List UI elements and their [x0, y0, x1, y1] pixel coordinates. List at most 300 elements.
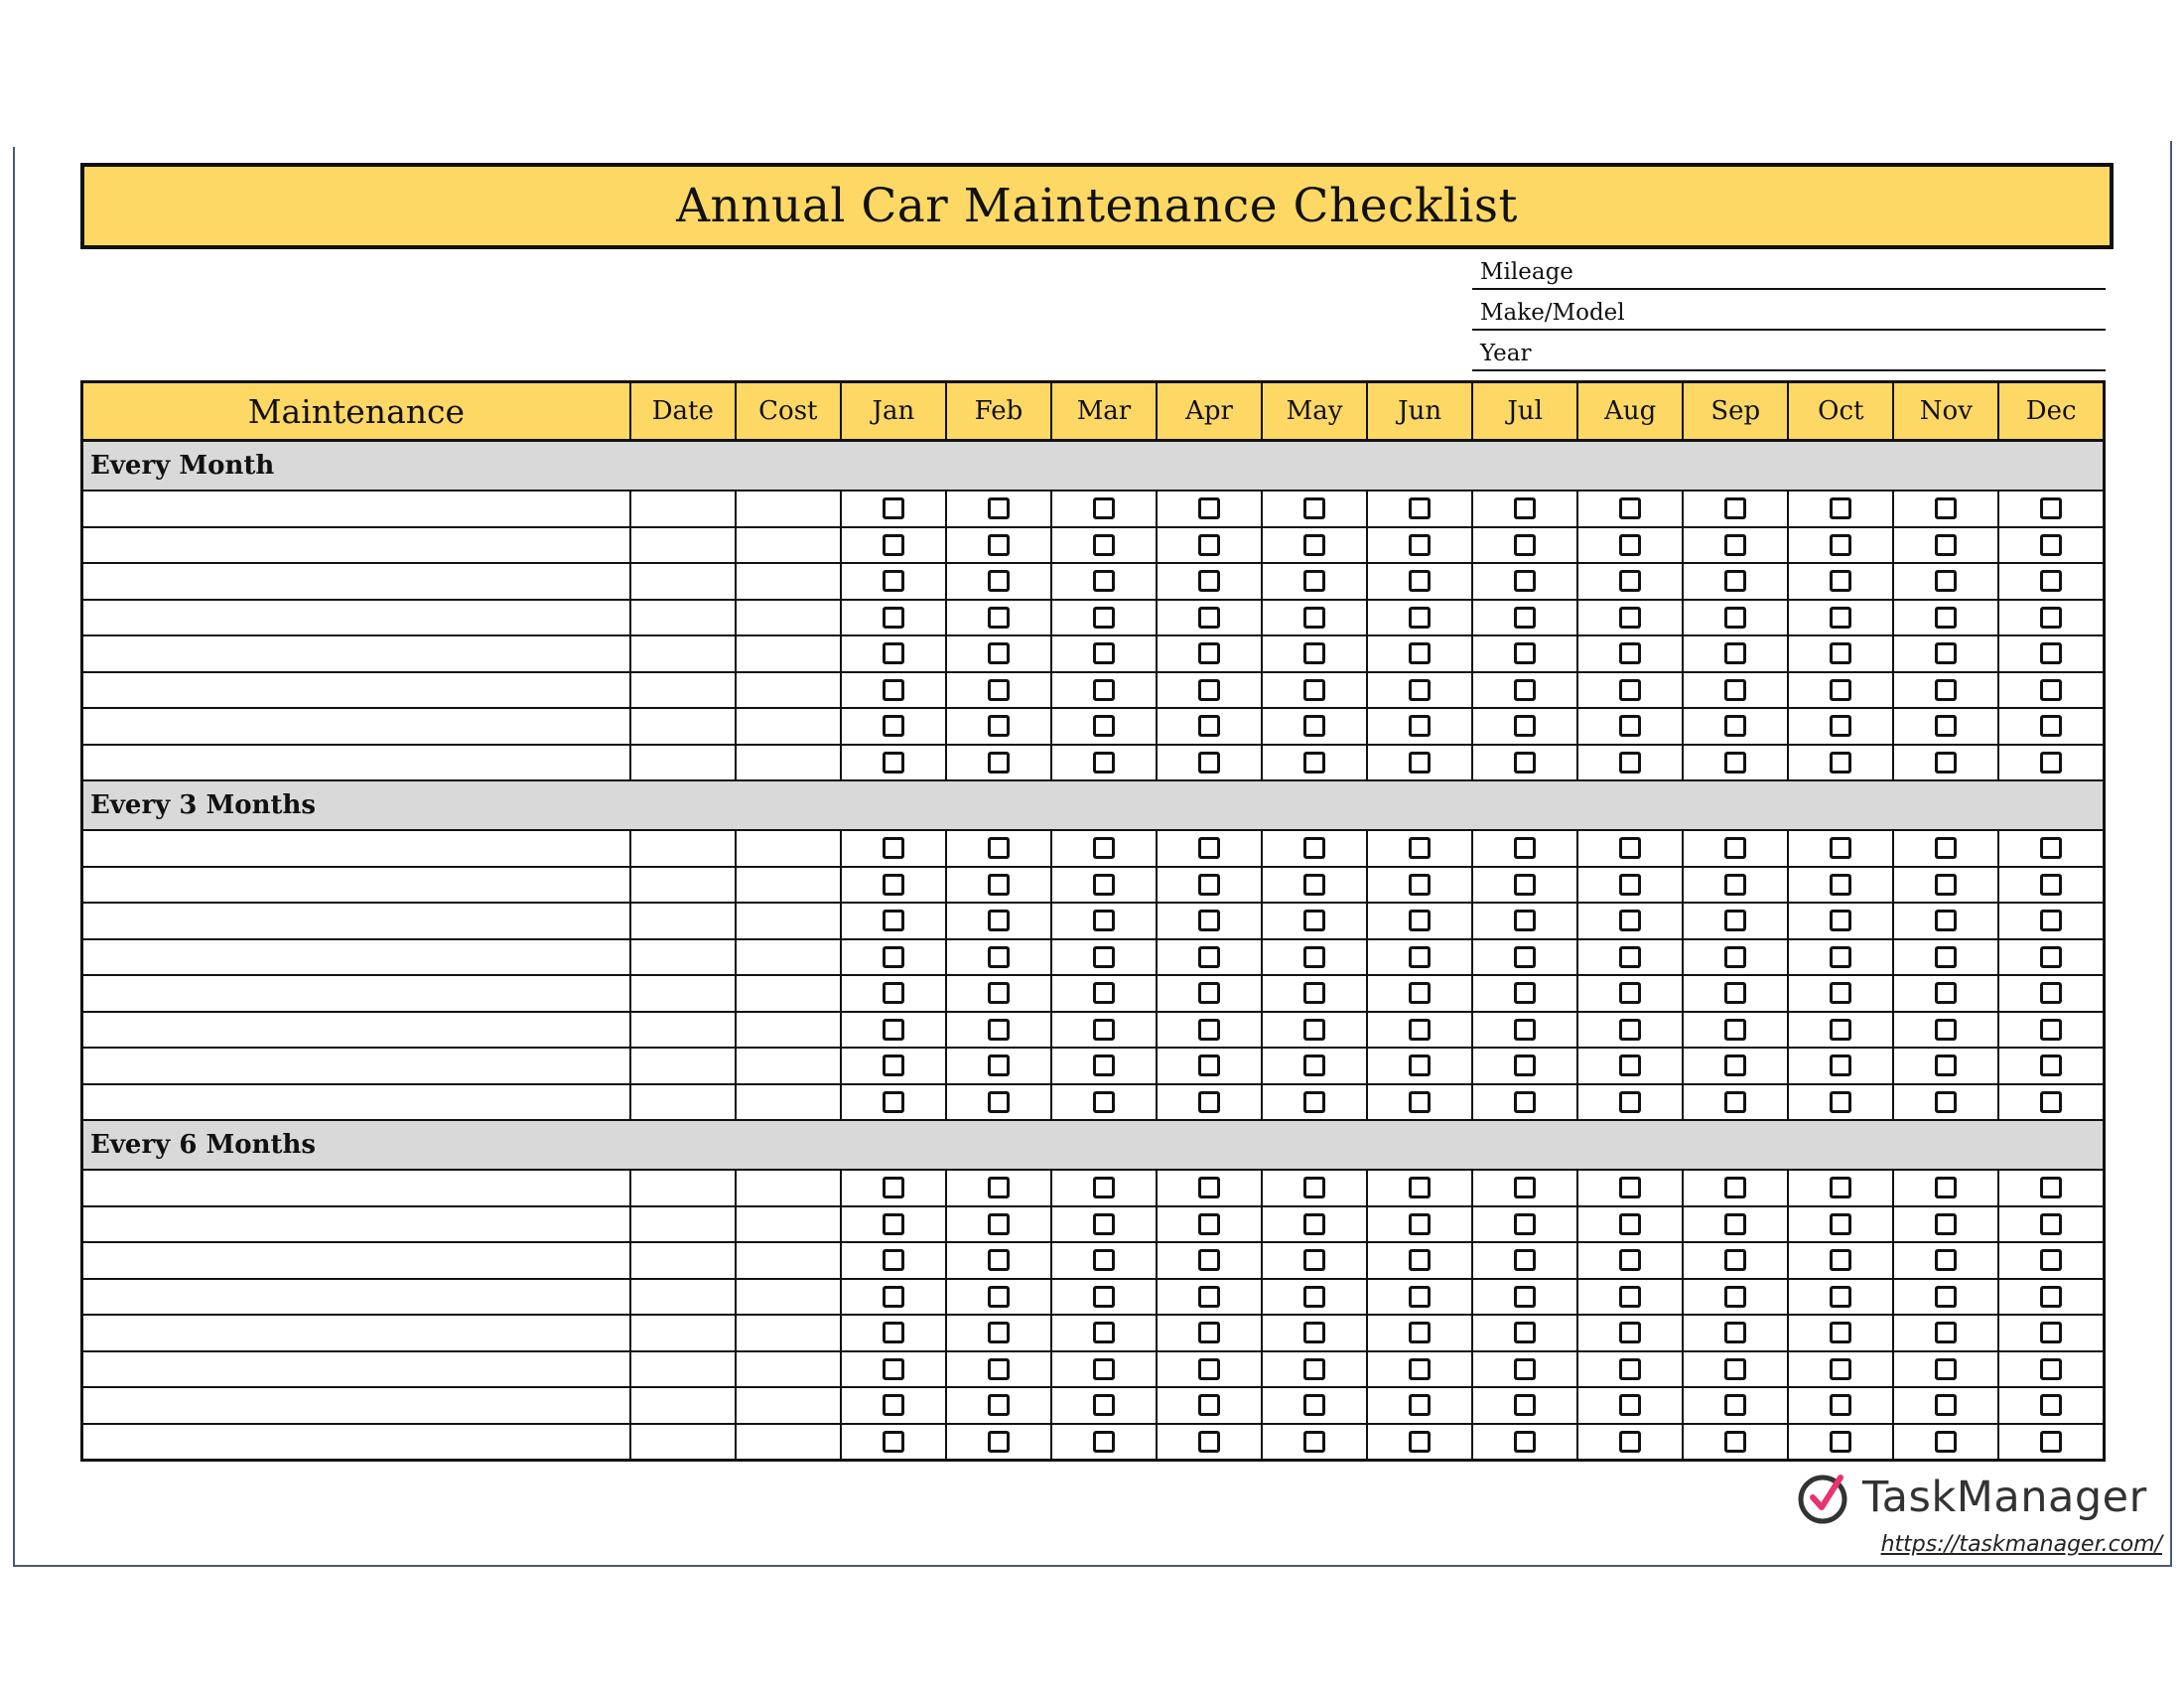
checkbox[interactable]	[2040, 1019, 2062, 1041]
cost-cell[interactable]	[736, 1084, 841, 1121]
checkbox[interactable]	[2040, 715, 2062, 737]
checkbox[interactable]	[1409, 1055, 1431, 1076]
checkbox[interactable]	[1093, 1431, 1115, 1453]
checkbox[interactable]	[1409, 1394, 1431, 1416]
checkbox[interactable]	[1830, 715, 1851, 737]
cost-cell[interactable]	[736, 491, 841, 527]
checkbox[interactable]	[1935, 642, 1957, 664]
date-cell[interactable]	[630, 867, 736, 904]
checkbox[interactable]	[1514, 1358, 1536, 1380]
checkbox[interactable]	[883, 1177, 904, 1198]
checkbox[interactable]	[988, 534, 1010, 556]
checkbox[interactable]	[1409, 946, 1431, 968]
checkbox[interactable]	[1093, 946, 1115, 968]
date-cell[interactable]	[630, 975, 736, 1012]
checkbox[interactable]	[1830, 946, 1851, 968]
checkbox[interactable]	[1724, 1431, 1746, 1453]
checkbox[interactable]	[1198, 1177, 1220, 1198]
cost-cell[interactable]	[736, 1351, 841, 1388]
checkbox[interactable]	[2040, 837, 2062, 859]
checkbox[interactable]	[1724, 715, 1746, 737]
checkbox[interactable]	[1619, 1091, 1641, 1113]
checkbox[interactable]	[1619, 910, 1641, 931]
checkbox[interactable]	[883, 752, 904, 774]
checkbox[interactable]	[1619, 1249, 1641, 1271]
checkbox[interactable]	[1830, 837, 1851, 859]
maintenance-cell[interactable]	[82, 975, 630, 1012]
cost-cell[interactable]	[736, 527, 841, 564]
checkbox[interactable]	[1303, 1055, 1325, 1076]
checkbox[interactable]	[1724, 1249, 1746, 1271]
checkbox[interactable]	[1619, 946, 1641, 968]
checkbox[interactable]	[1935, 1055, 1957, 1076]
checkbox[interactable]	[1093, 1394, 1115, 1416]
checkbox[interactable]	[988, 874, 1010, 896]
checkbox[interactable]	[1724, 1394, 1746, 1416]
maintenance-cell[interactable]	[82, 563, 630, 600]
checkbox[interactable]	[883, 946, 904, 968]
maintenance-cell[interactable]	[82, 1351, 630, 1388]
date-cell[interactable]	[630, 903, 736, 939]
checkbox[interactable]	[988, 1322, 1010, 1343]
checkbox[interactable]	[1093, 1091, 1115, 1113]
date-cell[interactable]	[630, 1279, 736, 1316]
checkbox[interactable]	[1409, 752, 1431, 774]
checkbox[interactable]	[1619, 497, 1641, 519]
checkbox[interactable]	[1303, 874, 1325, 896]
checkbox[interactable]	[1409, 1091, 1431, 1113]
checkbox[interactable]	[1830, 1249, 1851, 1271]
checkbox[interactable]	[1303, 1249, 1325, 1271]
checkbox[interactable]	[1619, 715, 1641, 737]
checkbox[interactable]	[1303, 1286, 1325, 1308]
checkbox[interactable]	[1198, 837, 1220, 859]
checkbox[interactable]	[988, 497, 1010, 519]
checkbox[interactable]	[883, 1091, 904, 1113]
checkbox[interactable]	[1935, 1249, 1957, 1271]
checkbox[interactable]	[1409, 1213, 1431, 1235]
checkbox[interactable]	[1724, 1177, 1746, 1198]
checkbox[interactable]	[1724, 607, 1746, 629]
checkbox[interactable]	[1935, 1286, 1957, 1308]
checkbox[interactable]	[1093, 607, 1115, 629]
cost-cell[interactable]	[736, 1242, 841, 1279]
checkbox[interactable]	[1724, 1286, 1746, 1308]
checkbox[interactable]	[1724, 1091, 1746, 1113]
checkbox[interactable]	[883, 982, 904, 1004]
cost-cell[interactable]	[736, 1170, 841, 1206]
checkbox[interactable]	[988, 1358, 1010, 1380]
checkbox[interactable]	[1935, 1322, 1957, 1343]
checkbox[interactable]	[1303, 607, 1325, 629]
checkbox[interactable]	[1409, 1019, 1431, 1041]
checkbox[interactable]	[988, 1394, 1010, 1416]
checkbox[interactable]	[1303, 1394, 1325, 1416]
date-cell[interactable]	[630, 635, 736, 672]
maintenance-cell[interactable]	[82, 1048, 630, 1084]
maintenance-cell[interactable]	[82, 600, 630, 636]
checkbox[interactable]	[1198, 497, 1220, 519]
checkbox[interactable]	[2040, 752, 2062, 774]
date-cell[interactable]	[630, 745, 736, 781]
checkbox[interactable]	[883, 1322, 904, 1343]
cost-cell[interactable]	[736, 635, 841, 672]
cost-cell[interactable]	[736, 1315, 841, 1351]
checkbox[interactable]	[1303, 1091, 1325, 1113]
checkbox[interactable]	[988, 982, 1010, 1004]
checkbox[interactable]	[1409, 570, 1431, 592]
checkbox[interactable]	[1830, 607, 1851, 629]
date-cell[interactable]	[630, 1424, 736, 1461]
checkbox[interactable]	[1093, 570, 1115, 592]
checkbox[interactable]	[883, 715, 904, 737]
checkbox[interactable]	[1724, 982, 1746, 1004]
checkbox[interactable]	[1724, 1213, 1746, 1235]
checkbox[interactable]	[1935, 1177, 1957, 1198]
checkbox[interactable]	[1830, 910, 1851, 931]
mileage-field[interactable]	[1472, 250, 2106, 290]
checkbox[interactable]	[1724, 752, 1746, 774]
date-cell[interactable]	[630, 1351, 736, 1388]
checkbox[interactable]	[1514, 910, 1536, 931]
checkbox[interactable]	[883, 874, 904, 896]
date-cell[interactable]	[630, 563, 736, 600]
checkbox[interactable]	[883, 570, 904, 592]
checkbox[interactable]	[1409, 679, 1431, 701]
checkbox[interactable]	[1198, 1286, 1220, 1308]
checkbox[interactable]	[1409, 1177, 1431, 1198]
checkbox[interactable]	[1724, 1322, 1746, 1343]
checkbox[interactable]	[988, 1019, 1010, 1041]
checkbox[interactable]	[1514, 1322, 1536, 1343]
checkbox[interactable]	[988, 1091, 1010, 1113]
cost-cell[interactable]	[736, 903, 841, 939]
checkbox[interactable]	[883, 1286, 904, 1308]
checkbox[interactable]	[1198, 1019, 1220, 1041]
checkbox[interactable]	[1619, 607, 1641, 629]
checkbox[interactable]	[1935, 874, 1957, 896]
checkbox[interactable]	[1724, 1358, 1746, 1380]
checkbox[interactable]	[2040, 642, 2062, 664]
checkbox[interactable]	[1619, 642, 1641, 664]
checkbox[interactable]	[1935, 534, 1957, 556]
checkbox[interactable]	[988, 679, 1010, 701]
checkbox[interactable]	[2040, 946, 2062, 968]
checkbox[interactable]	[988, 946, 1010, 968]
checkbox[interactable]	[1935, 1091, 1957, 1113]
maintenance-cell[interactable]	[82, 1084, 630, 1121]
checkbox[interactable]	[1514, 1177, 1536, 1198]
checkbox[interactable]	[1093, 874, 1115, 896]
checkbox[interactable]	[1093, 752, 1115, 774]
checkbox[interactable]	[1409, 1249, 1431, 1271]
checkbox[interactable]	[1514, 874, 1536, 896]
checkbox[interactable]	[1724, 874, 1746, 896]
checkbox[interactable]	[1198, 752, 1220, 774]
checkbox[interactable]	[1935, 1213, 1957, 1235]
checkbox[interactable]	[2040, 607, 2062, 629]
checkbox[interactable]	[1724, 534, 1746, 556]
checkbox[interactable]	[1093, 1177, 1115, 1198]
checkbox[interactable]	[1619, 837, 1641, 859]
checkbox[interactable]	[1830, 1055, 1851, 1076]
checkbox[interactable]	[1830, 1431, 1851, 1453]
checkbox[interactable]	[1093, 642, 1115, 664]
checkbox[interactable]	[1514, 837, 1536, 859]
date-cell[interactable]	[630, 1048, 736, 1084]
checkbox[interactable]	[2040, 1431, 2062, 1453]
maintenance-cell[interactable]	[82, 903, 630, 939]
checkbox[interactable]	[1514, 715, 1536, 737]
cost-cell[interactable]	[736, 975, 841, 1012]
checkbox[interactable]	[1198, 982, 1220, 1004]
checkbox[interactable]	[1619, 534, 1641, 556]
checkbox[interactable]	[1303, 752, 1325, 774]
checkbox[interactable]	[2040, 1249, 2062, 1271]
checkbox[interactable]	[2040, 497, 2062, 519]
checkbox[interactable]	[1935, 752, 1957, 774]
checkbox[interactable]	[1303, 837, 1325, 859]
checkbox[interactable]	[1830, 570, 1851, 592]
checkbox[interactable]	[1830, 752, 1851, 774]
website-link[interactable]: https://taskmanager.com/	[1880, 1532, 2162, 1557]
checkbox[interactable]	[883, 910, 904, 931]
checkbox[interactable]	[1198, 1055, 1220, 1076]
checkbox[interactable]	[2040, 1055, 2062, 1076]
checkbox[interactable]	[1303, 1431, 1325, 1453]
year-field[interactable]	[1472, 332, 2106, 371]
checkbox[interactable]	[1093, 1213, 1115, 1235]
checkbox[interactable]	[1514, 1055, 1536, 1076]
checkbox[interactable]	[2040, 1286, 2062, 1308]
cost-cell[interactable]	[736, 1012, 841, 1049]
maintenance-cell[interactable]	[82, 1206, 630, 1243]
checkbox[interactable]	[1093, 679, 1115, 701]
checkbox[interactable]	[1409, 1431, 1431, 1453]
checkbox[interactable]	[1830, 1322, 1851, 1343]
cost-cell[interactable]	[736, 1279, 841, 1316]
maintenance-cell[interactable]	[82, 491, 630, 527]
checkbox[interactable]	[1409, 715, 1431, 737]
maintenance-cell[interactable]	[82, 1424, 630, 1461]
cost-cell[interactable]	[736, 939, 841, 976]
checkbox[interactable]	[1619, 1394, 1641, 1416]
checkbox[interactable]	[1514, 570, 1536, 592]
checkbox[interactable]	[883, 1213, 904, 1235]
checkbox[interactable]	[883, 607, 904, 629]
checkbox[interactable]	[1303, 1019, 1325, 1041]
checkbox[interactable]	[1409, 1358, 1431, 1380]
make-model-field[interactable]	[1472, 291, 2106, 331]
checkbox[interactable]	[1303, 910, 1325, 931]
checkbox[interactable]	[1830, 1019, 1851, 1041]
date-cell[interactable]	[630, 1242, 736, 1279]
checkbox[interactable]	[1724, 1055, 1746, 1076]
maintenance-cell[interactable]	[82, 708, 630, 745]
date-cell[interactable]	[630, 672, 736, 709]
maintenance-cell[interactable]	[82, 939, 630, 976]
checkbox[interactable]	[1619, 679, 1641, 701]
cost-cell[interactable]	[736, 1424, 841, 1461]
checkbox[interactable]	[1724, 837, 1746, 859]
checkbox[interactable]	[1935, 607, 1957, 629]
checkbox[interactable]	[1409, 497, 1431, 519]
checkbox[interactable]	[988, 1055, 1010, 1076]
checkbox[interactable]	[1093, 837, 1115, 859]
checkbox[interactable]	[883, 1394, 904, 1416]
checkbox[interactable]	[1409, 1322, 1431, 1343]
checkbox[interactable]	[1830, 642, 1851, 664]
checkbox[interactable]	[883, 1358, 904, 1380]
checkbox[interactable]	[1303, 982, 1325, 1004]
checkbox[interactable]	[1093, 910, 1115, 931]
maintenance-cell[interactable]	[82, 1012, 630, 1049]
checkbox[interactable]	[1830, 1286, 1851, 1308]
checkbox[interactable]	[883, 1019, 904, 1041]
checkbox[interactable]	[1303, 715, 1325, 737]
checkbox[interactable]	[1198, 679, 1220, 701]
checkbox[interactable]	[2040, 570, 2062, 592]
checkbox[interactable]	[1303, 497, 1325, 519]
checkbox[interactable]	[1935, 715, 1957, 737]
checkbox[interactable]	[1830, 679, 1851, 701]
checkbox[interactable]	[988, 837, 1010, 859]
checkbox[interactable]	[1830, 1091, 1851, 1113]
checkbox[interactable]	[1198, 715, 1220, 737]
checkbox[interactable]	[1409, 642, 1431, 664]
checkbox[interactable]	[1303, 570, 1325, 592]
checkbox[interactable]	[1198, 946, 1220, 968]
date-cell[interactable]	[630, 1315, 736, 1351]
checkbox[interactable]	[1619, 1431, 1641, 1453]
checkbox[interactable]	[2040, 910, 2062, 931]
checkbox[interactable]	[1935, 1394, 1957, 1416]
checkbox[interactable]	[1619, 1213, 1641, 1235]
checkbox[interactable]	[1935, 837, 1957, 859]
cost-cell[interactable]	[736, 1387, 841, 1424]
checkbox[interactable]	[1093, 982, 1115, 1004]
checkbox[interactable]	[1724, 497, 1746, 519]
checkbox[interactable]	[1935, 679, 1957, 701]
checkbox[interactable]	[2040, 1213, 2062, 1235]
checkbox[interactable]	[2040, 1358, 2062, 1380]
date-cell[interactable]	[630, 1012, 736, 1049]
date-cell[interactable]	[630, 600, 736, 636]
checkbox[interactable]	[1303, 1177, 1325, 1198]
checkbox[interactable]	[988, 642, 1010, 664]
checkbox[interactable]	[1830, 497, 1851, 519]
checkbox[interactable]	[1830, 874, 1851, 896]
checkbox[interactable]	[1935, 946, 1957, 968]
checkbox[interactable]	[1093, 1249, 1115, 1271]
checkbox[interactable]	[1198, 607, 1220, 629]
checkbox[interactable]	[1198, 1322, 1220, 1343]
checkbox[interactable]	[1619, 752, 1641, 774]
checkbox[interactable]	[2040, 1322, 2062, 1343]
checkbox[interactable]	[1514, 1019, 1536, 1041]
checkbox[interactable]	[1093, 1322, 1115, 1343]
maintenance-cell[interactable]	[82, 1279, 630, 1316]
checkbox[interactable]	[1198, 910, 1220, 931]
checkbox[interactable]	[1619, 1286, 1641, 1308]
checkbox[interactable]	[988, 1177, 1010, 1198]
checkbox[interactable]	[2040, 1177, 2062, 1198]
checkbox[interactable]	[1303, 534, 1325, 556]
checkbox[interactable]	[883, 1055, 904, 1076]
cost-cell[interactable]	[736, 600, 841, 636]
maintenance-cell[interactable]	[82, 672, 630, 709]
date-cell[interactable]	[630, 527, 736, 564]
checkbox[interactable]	[1830, 1394, 1851, 1416]
date-cell[interactable]	[630, 491, 736, 527]
checkbox[interactable]	[883, 679, 904, 701]
cost-cell[interactable]	[736, 745, 841, 781]
maintenance-cell[interactable]	[82, 745, 630, 781]
checkbox[interactable]	[988, 1286, 1010, 1308]
checkbox[interactable]	[1198, 1213, 1220, 1235]
checkbox[interactable]	[988, 752, 1010, 774]
cost-cell[interactable]	[736, 1048, 841, 1084]
checkbox[interactable]	[1093, 715, 1115, 737]
checkbox[interactable]	[1514, 607, 1536, 629]
checkbox[interactable]	[1093, 1055, 1115, 1076]
checkbox[interactable]	[1198, 1358, 1220, 1380]
checkbox[interactable]	[1619, 1055, 1641, 1076]
date-cell[interactable]	[630, 708, 736, 745]
checkbox[interactable]	[1409, 607, 1431, 629]
checkbox[interactable]	[1093, 1358, 1115, 1380]
checkbox[interactable]	[1514, 1431, 1536, 1453]
checkbox[interactable]	[1514, 982, 1536, 1004]
checkbox[interactable]	[2040, 874, 2062, 896]
checkbox[interactable]	[1198, 642, 1220, 664]
checkbox[interactable]	[988, 1213, 1010, 1235]
checkbox[interactable]	[1724, 1019, 1746, 1041]
date-cell[interactable]	[630, 1084, 736, 1121]
maintenance-cell[interactable]	[82, 830, 630, 867]
checkbox[interactable]	[1514, 497, 1536, 519]
checkbox[interactable]	[1514, 946, 1536, 968]
maintenance-cell[interactable]	[82, 527, 630, 564]
checkbox[interactable]	[1514, 534, 1536, 556]
maintenance-cell[interactable]	[82, 1170, 630, 1206]
checkbox[interactable]	[1514, 1213, 1536, 1235]
checkbox[interactable]	[1198, 874, 1220, 896]
checkbox[interactable]	[1303, 1213, 1325, 1235]
date-cell[interactable]	[630, 939, 736, 976]
cost-cell[interactable]	[736, 830, 841, 867]
checkbox[interactable]	[1619, 1019, 1641, 1041]
checkbox[interactable]	[2040, 534, 2062, 556]
checkbox[interactable]	[1830, 1358, 1851, 1380]
checkbox[interactable]	[1830, 1213, 1851, 1235]
checkbox[interactable]	[1619, 874, 1641, 896]
checkbox[interactable]	[883, 1249, 904, 1271]
checkbox[interactable]	[1514, 752, 1536, 774]
cost-cell[interactable]	[736, 1206, 841, 1243]
cost-cell[interactable]	[736, 672, 841, 709]
checkbox[interactable]	[1619, 982, 1641, 1004]
checkbox[interactable]	[1724, 946, 1746, 968]
maintenance-cell[interactable]	[82, 1387, 630, 1424]
checkbox[interactable]	[1303, 679, 1325, 701]
checkbox[interactable]	[1619, 1177, 1641, 1198]
cost-cell[interactable]	[736, 563, 841, 600]
date-cell[interactable]	[630, 1206, 736, 1243]
checkbox[interactable]	[988, 715, 1010, 737]
maintenance-cell[interactable]	[82, 1315, 630, 1351]
checkbox[interactable]	[883, 642, 904, 664]
